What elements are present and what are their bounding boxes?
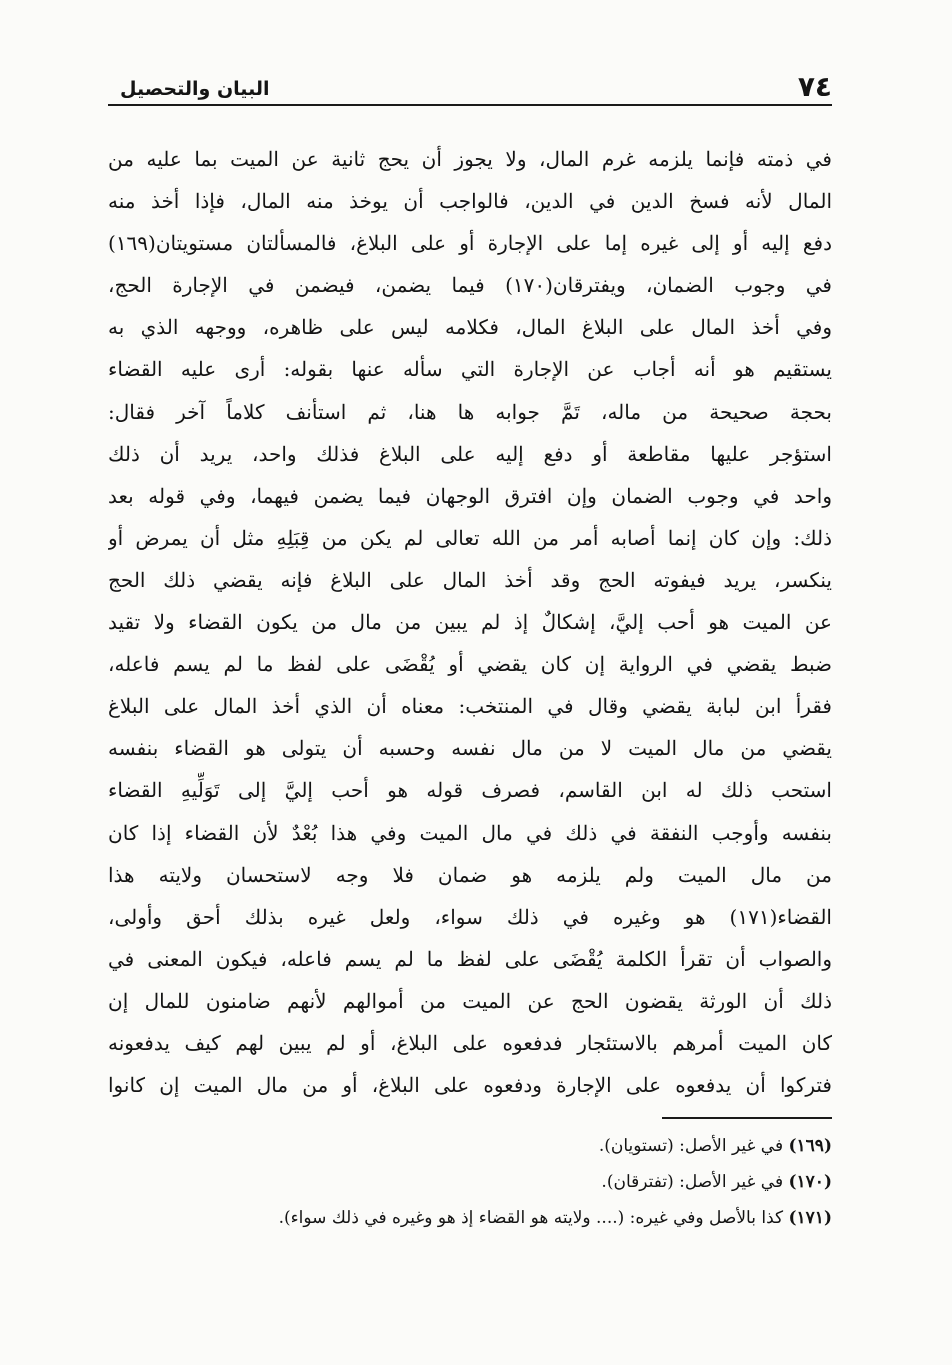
footnote-number: (١٦٩)	[788, 1136, 832, 1156]
text-line: وفي أخذ المال على البلاغ المال، فكلامه ليس على ظاهره، ووجهه الذي به	[108, 315, 832, 340]
footnote-text: في غير الأصل: (تفترقان).	[601, 1172, 784, 1192]
text-line: ينكسر، يريد فيفوته الحج وقد أخذ المال على البلاغ فإنه يقضي ذلك الحج	[108, 567, 832, 592]
text-line: يستقيم هو أنه أجاب عن الإجارة التي سأله عنها بقوله: أرى عليه القضاء	[108, 357, 832, 382]
text-line: في وجوب الضمان، ويفترقان(١٧٠) فيما يضمن، فيضمن في الإجارة الحج،	[108, 273, 832, 298]
text-line: بنفسه وأوجب النفقة في ذلك في مال الميت وفي هذا بُعْدٌ لأن القضاء إذا كان	[108, 820, 832, 845]
text-line: كان الميت أمرهم بالاستئجار فدفعوه على البلاغ، أو لم يبين لهم كيف يدفعونه	[108, 1030, 832, 1055]
footnote	[108, 1200, 832, 1236]
text-line: المال لأنه فسخ الدين في الدين، فالواجب أن يوخذ منه المال، فإذا أخذ منه	[108, 189, 832, 214]
text-line: في ذمته فإنما يلزمه غرم المال، ولا يجوز أن يحج ثانية عن الميت بما عليه من	[108, 147, 832, 171]
text-line: يقضي من مال الميت لا من مال نفسه وحسبه أن يتولى هو القضاء بنفسه	[108, 736, 832, 761]
text-line: بحجة صحيحة من ماله، تَمَّ جوابه ها هنا، ثم استأنف كلاماً آخر فقال:	[108, 399, 832, 424]
footnote-divider	[662, 1117, 832, 1119]
footnote	[108, 1164, 832, 1200]
text-line: استؤجر عليها مقاطعة أو دفع إليه على البلاغ فذلك واحد، يريد أن ذلك	[108, 441, 832, 466]
footnote-number: (١٧٠)	[788, 1172, 832, 1192]
text-line: واحد في وجوب الضمان وإن افترق الوجهان فيما يضمن فيهما، وفي قوله بعد	[108, 483, 832, 508]
page-number: ٧٤	[797, 70, 832, 103]
footnotes	[108, 1128, 832, 1236]
footnote-text: في غير الأصل: (تستويان).	[598, 1136, 784, 1156]
footnote-number: (١٧١)	[788, 1208, 832, 1228]
text-line: ذلك أن الورثة يقضون الحج عن الميت من أموالهم لأنهم ضامنون للمال إن	[108, 988, 832, 1013]
running-title: البيان والتحصيل	[120, 78, 270, 100]
text-line: ذلك: وإن كان إنما أصابه أمر من الله تعالى لم يكن من قِبَلِهِ مثل أن يمرض أو	[108, 525, 832, 550]
text-line: استحب ذلك له ابن القاسم، فصرف قوله هو أحب إليَّ إلى تَوَلِّيهِ القضاء	[108, 778, 832, 803]
text-line: القضاء(١٧١) هو وغيره في ذلك سواء، ولعل غيره بذلك أحق وأولى،	[108, 904, 832, 929]
footnote-text: كذا بالأصل وفي غيره: (.... ولايته هو القضاء إذ هو وغيره في ذلك سواء).	[278, 1208, 784, 1228]
text-line: عن الميت هو أحب إليَّ، إشكالٌ إذ لم يبين من مال من يكون القضاء ولا تقيد	[108, 610, 832, 635]
text-line: من مال الميت ولم يلزمه هو ضمان فلا وجه لاستحسان ولايته هذا	[108, 862, 832, 887]
text-line: والصواب أن تقرأ الكلمة يُقْضَى على لفظ ما لم يسم فاعله، فيكون المعنى في	[108, 946, 832, 971]
footnote	[108, 1128, 832, 1164]
text-line: فتركوا أن يدفعوه على الإجارة ودفعوه على البلاغ، أو من مال الميت إن كانوا	[108, 1073, 832, 1098]
text-line: ضبط يقضي في الرواية إن كان يقضي أو يُقْضَى على لفظ ما لم يسم فاعله،	[108, 652, 832, 677]
header-divider	[108, 104, 832, 106]
page-header	[108, 68, 832, 108]
text-line: فقرأ ابن لبابة يقضي وقال في المنتخب: معناه أن الذي أخذ المال على البلاغ	[108, 694, 832, 719]
text-line: دفع إليه أو إلى غيره إما على الإجارة أو على البلاغ، فالمسألتان مستويتان(١٦٩)	[108, 231, 832, 256]
main-text	[108, 138, 832, 1106]
